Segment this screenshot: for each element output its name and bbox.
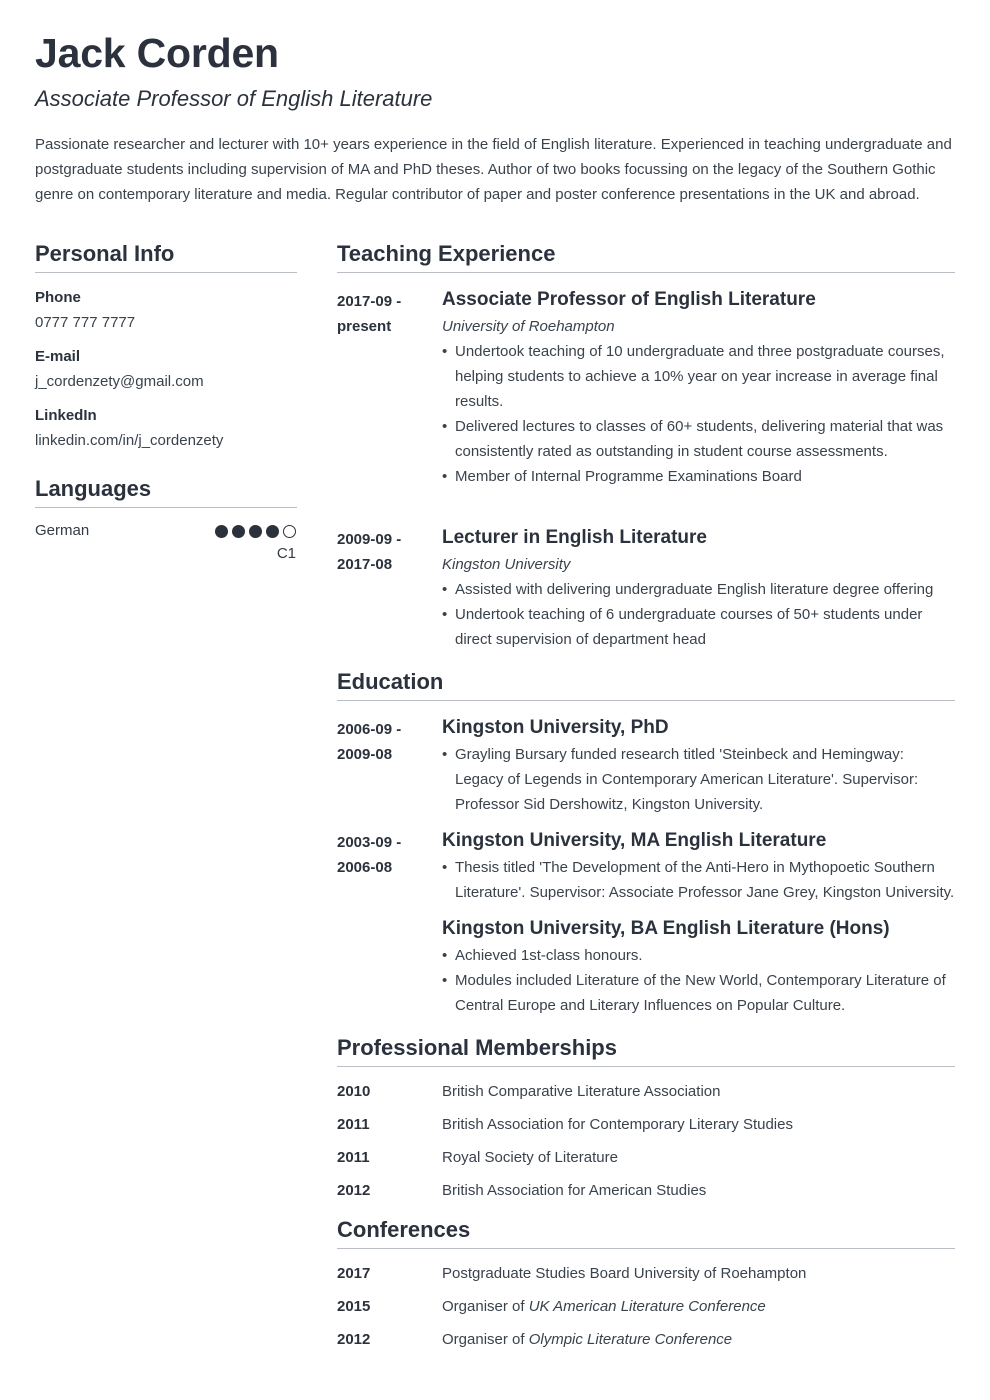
- entry-bullets: [442, 855, 955, 905]
- membership-name: British Association for American Studies: [442, 1182, 707, 1199]
- conference-row: [337, 1264, 955, 1297]
- membership-year: 2010: [337, 1083, 371, 1100]
- entry-body: [442, 714, 955, 817]
- conference-prefix: Organiser of: [442, 1298, 529, 1315]
- bullet-item: • Thesis titled 'The Development of the Anti-Hero in Mythopoetic Southern Literature'. Supervisor: Associate Professor Jane Grey, Kingston University.: [442, 855, 955, 905]
- entry-title: Kingston University, MA English Literature: [442, 830, 827, 851]
- entry-date-start: 2017-09 -: [337, 293, 402, 310]
- entry-date: [337, 524, 442, 652]
- personal-info-section: [35, 241, 297, 451]
- entry-body: [442, 524, 955, 652]
- language-row: [35, 521, 297, 567]
- membership-row: [337, 1082, 955, 1115]
- entry-title: Kingston University, PhD: [442, 717, 669, 738]
- candidate-name: Jack Corden: [35, 30, 279, 76]
- rating-dot-filled: [249, 525, 262, 538]
- entry-date: [337, 714, 442, 817]
- membership-name: British Comparative Literature Association: [442, 1083, 721, 1100]
- membership-name: British Association for Contemporary Literary Studies: [442, 1116, 793, 1133]
- conference-year: 2012: [337, 1331, 371, 1348]
- entry-date-start: 2009-09 -: [337, 531, 402, 548]
- linkedin-label: LinkedIn: [35, 407, 97, 424]
- job-title: Associate Professor of English Literature: [35, 86, 433, 111]
- conference-prefix: Postgraduate Studies Board University of Roehampton: [442, 1265, 807, 1282]
- entry-organization: University of Roehampton: [442, 318, 615, 335]
- entry-title: Associate Professor of English Literature: [442, 289, 816, 310]
- left-column: [35, 241, 297, 567]
- email-label: E-mail: [35, 348, 81, 365]
- education-entry: [337, 827, 955, 905]
- entry-bullets: [442, 943, 955, 1018]
- bullet-item: • Undertook teaching of 10 undergraduate and three postgraduate courses, helping students to achieve a 10% year on year increase in average final results.: [442, 339, 955, 414]
- conference-prefix: Organiser of: [442, 1331, 529, 1348]
- entry-body: [442, 915, 955, 1018]
- entry-organization: Kingston University: [442, 556, 571, 573]
- conference-row: [337, 1297, 955, 1330]
- summary: Passionate researcher and lecturer with 10+ years experience in the field of English literature. Experienced in teaching undergraduate and postgraduate students including supervision of MA and PhD theses. Author of two books focussing on the legacy of the Southern Gothic genre on contemporary literature and media. Regular contributor of paper and poster conference presentations in the UK and abroad.: [35, 136, 952, 203]
- phone-value: 0777 777 7777: [35, 314, 136, 331]
- entry-date: [337, 827, 442, 905]
- conference-name: Olympic Literature Conference: [528, 1331, 733, 1348]
- bullet-item: • Delivered lectures to classes of 60+ students, delivering material that was consistently rated as outstanding in student course assessments.: [442, 414, 955, 464]
- conference-year: 2015: [337, 1298, 371, 1315]
- entry-title: Lecturer in English Literature: [442, 527, 707, 548]
- rating-dot-filled: [232, 525, 245, 538]
- bullet-item: • Undertook teaching of 6 undergraduate courses of 50+ students under direct supervision of department head: [442, 602, 955, 652]
- teaching-entry: [337, 524, 955, 652]
- entry-body: [442, 286, 955, 489]
- membership-year: 2011: [337, 1149, 370, 1166]
- entry-title: Kingston University, BA English Literature (Hons): [442, 918, 890, 939]
- memberships-heading: Professional Memberships: [337, 1035, 955, 1067]
- conferences-heading: Conferences: [337, 1217, 955, 1249]
- entry-date-end: 2017-08: [337, 556, 393, 573]
- membership-row: [337, 1148, 955, 1181]
- membership-row: [337, 1115, 955, 1148]
- languages-section: [35, 476, 297, 567]
- membership-year: 2012: [337, 1182, 371, 1199]
- entry-date-start: 2006-09 -: [337, 721, 402, 738]
- teaching-entry: [337, 286, 955, 489]
- conference-name: UK American Literature Conference: [528, 1298, 766, 1315]
- membership-row: [337, 1181, 955, 1214]
- conference-text: [442, 1330, 732, 1363]
- bullet-item: • Assisted with delivering undergraduate English literature degree offering: [442, 577, 955, 602]
- rating-dot-empty: [283, 525, 296, 538]
- entry-date-end: 2009-08: [337, 746, 393, 763]
- rating-dot-filled: [215, 525, 228, 538]
- conference-text: [442, 1297, 766, 1330]
- personal-info-heading: Personal Info: [35, 241, 297, 273]
- language-rating: [215, 525, 296, 538]
- languages-heading: Languages: [35, 476, 297, 508]
- email-value: j_cordenzety@gmail.com: [35, 373, 204, 390]
- bullet-item: • Achieved 1st-class honours.: [442, 943, 955, 968]
- membership-name: Royal Society of Literature: [442, 1149, 618, 1166]
- bullet-item: • Member of Internal Programme Examinations Board: [442, 464, 955, 489]
- entry-bullets: [442, 742, 955, 817]
- language-level: C1: [276, 545, 296, 562]
- entry-bullets: [442, 577, 955, 652]
- conferences-section: [337, 1217, 955, 1363]
- conference-row: [337, 1330, 955, 1363]
- education-heading: Education: [337, 669, 955, 701]
- entry-date: [337, 915, 442, 1018]
- phone-label: Phone: [35, 289, 81, 306]
- right-column: [337, 241, 955, 1363]
- entry-date-start: 2003-09 -: [337, 834, 402, 851]
- linkedin-value: linkedin.com/in/j_cordenzety: [35, 432, 224, 449]
- bullet-item: • Grayling Bursary funded research titled 'Steinbeck and Hemingway: Legacy of Legends in Contemporary American Literature'. Supervisor: Professor Sid Dershowitz, Kingston University.: [442, 742, 955, 817]
- entry-body: [442, 827, 955, 905]
- education-entry: [337, 714, 955, 817]
- conference-year: 2017: [337, 1265, 371, 1282]
- entry-date: [337, 286, 442, 489]
- entry-date-end: present: [337, 318, 392, 335]
- education-section: [337, 669, 955, 1018]
- entry-bullets: [442, 339, 955, 489]
- conference-text: [442, 1264, 806, 1297]
- rating-dot-filled: [266, 525, 279, 538]
- memberships-section: [337, 1035, 955, 1214]
- education-entry: [337, 915, 955, 1018]
- teaching-heading: Teaching Experience: [337, 241, 955, 273]
- language-name: German: [35, 522, 90, 539]
- teaching-section: [337, 241, 955, 652]
- entry-date-end: 2006-08: [337, 859, 393, 876]
- bullet-item: • Modules included Literature of the New World, Contemporary Literature of Central Europe and Literary Influences on Popular Culture.: [442, 968, 955, 1018]
- membership-year: 2011: [337, 1116, 370, 1133]
